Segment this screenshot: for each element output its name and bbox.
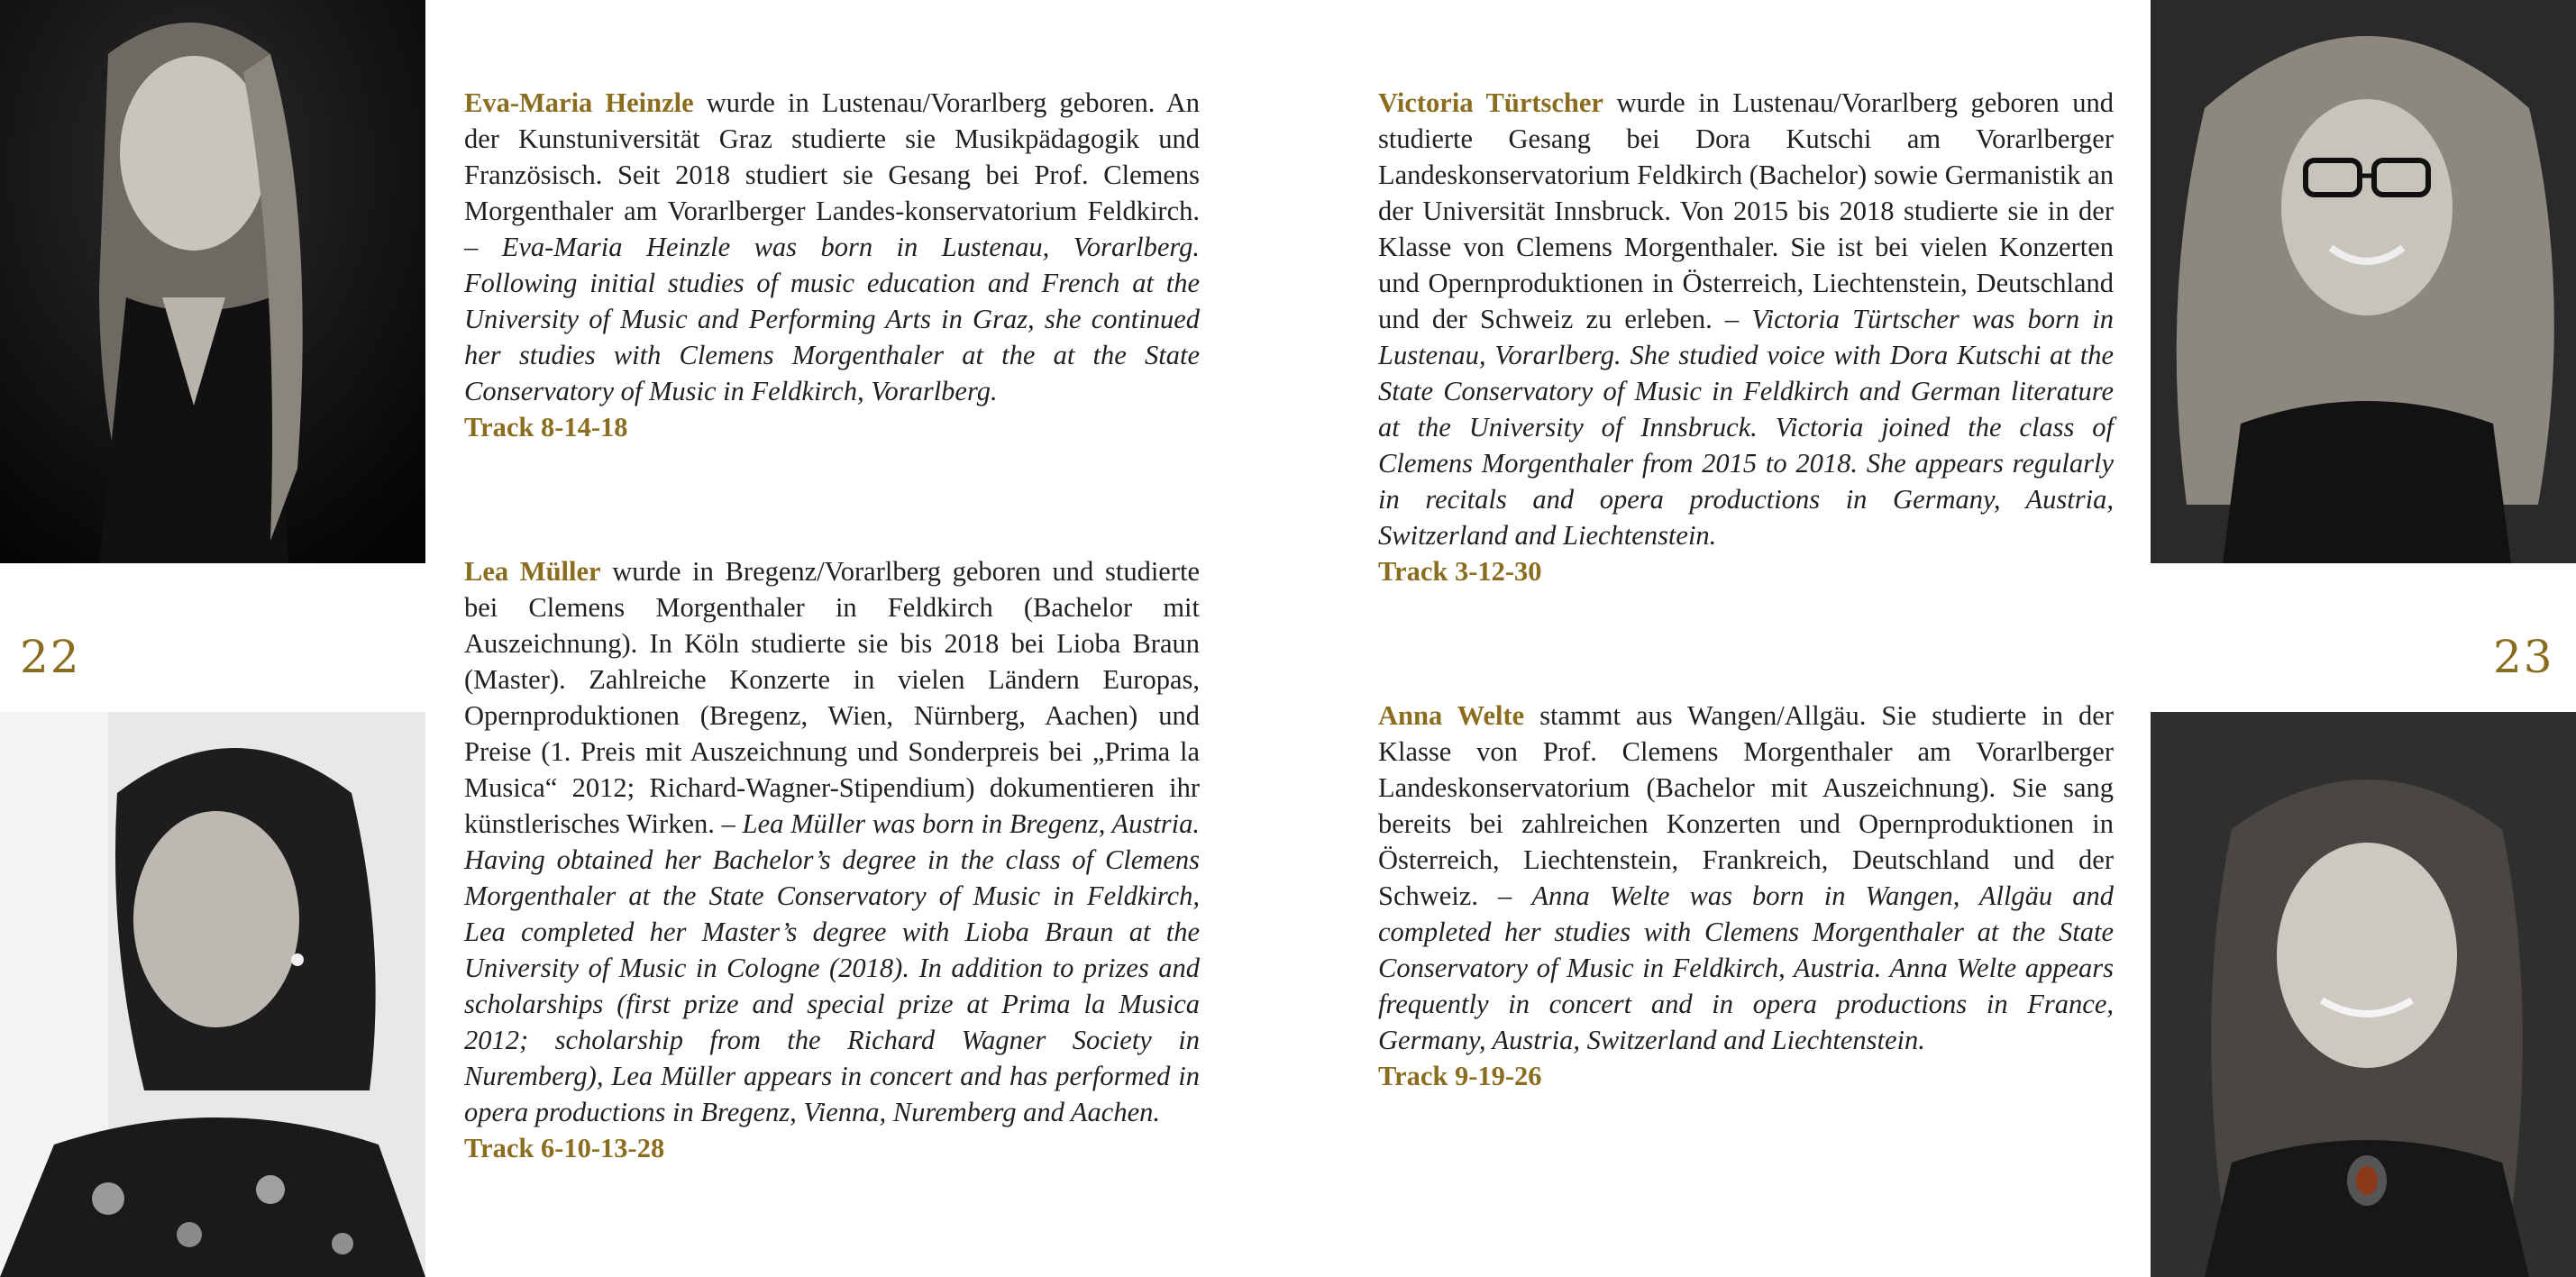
portrait-lea-mueller: [0, 712, 425, 1277]
bio-english-text: Victoria Türtscher was born in Lustenau, Vorarlberg. She studied voice with Dora Kutschi at the State Conservatory of Music in Feldkirch and German literature at the University of Innsbruck. Victoria joined the class of Clemens Morgenthaler from 2015 to 2018. She appears regularly in recitals and opera productions in Germany, Austria, Switzerland and Liechtenstein.: [1378, 304, 2114, 551]
portrait-anna-welte: [2151, 712, 2576, 1277]
bio-german-text: wurde in Lustenau/Vorarlberg geboren und studierte Gesang bei Dora Kutschi am Vorarlberger Landeskonservatorium Feldkirch (Bachelor) sowie Germanistik an der Universität Innsbruck. Von 2015 bis 2018 studierte sie in der Klasse von Clemens Morgenthaler. Sie ist bei vielen Konzerten und Opernproduktionen in Österreich, Liechtenstein, Deutschland und der Schweiz zu erleben. –: [1378, 87, 2115, 334]
portrait-victoria-tuertscher: [2151, 0, 2576, 563]
bio-english-text: Lea Müller was born in Bregenz, Austria. Having obtained her Bachelor’s degree in the class of Clemens Morgenthaler at the State Conservatory of Music in Feldkirch, Lea completed her Master’s degree with Lioba Braun at the University of Music in Cologne (2018). In addition to prizes and scholarships (first prize and special prize at Prima la Musica 2012; scholarship from the Richard Wagner Society in Nuremberg), Lea Müller appears in concert and has performed in opera productions in Bregenz, Vienna, Nuremberg and Aachen.: [464, 808, 1200, 1127]
track-list: Track 8-14-18: [464, 412, 628, 442]
bio-name: Lea Müller: [464, 556, 601, 587]
bio-name: Victoria Türtscher: [1378, 87, 1603, 118]
bio-german-text: wurde in Lustenau/Vorarlberg geboren. An der Kunstuniversität Graz studierte sie Musikpädagogik und Französisch. Seit 2018 studiert sie Gesang bei Prof. Clemens Morgenthaler am Vorarlberger Landes-konservatorium Feldkirch. –: [464, 87, 1200, 262]
bio-name: Eva-Maria Heinzle: [464, 87, 694, 118]
track-list: Track 9-19-26: [1378, 1061, 1542, 1091]
page-number-right: 23: [2493, 631, 2554, 683]
bio-english-text: Anna Welte was born in Wangen, Allgäu and completed her studies with Clemens Morgenthaler at the State Conservatory of Music in Feldkirch, Austria. Anna Welte appears frequently in concert and in opera productions in France, Germany, Austria, Switzerland and Liechtenstein.: [1378, 880, 2114, 1055]
track-list: Track 3-12-30: [1378, 556, 1542, 587]
bio-eva-maria-heinzle: [464, 85, 1200, 445]
bio-victoria-tuertscher: [1378, 85, 2114, 589]
page-number-left: 22: [20, 631, 81, 683]
portrait-eva-maria-heinzle: [0, 0, 425, 563]
bio-german-text: stammt aus Wangen/Allgäu. Sie studierte in der Klasse von Prof. Clemens Morgenthaler am Vorarlberger Landeskonservatorium (Bachelor mit Auszeichnung). Sie sang bereits bei zahlreichen Konzerten und Opernproduktionen in Österreich, Liechtenstein, Frankreich, Deutschland und der Schweiz. –: [1378, 700, 2114, 911]
bio-lea-mueller: [464, 553, 1200, 1166]
track-list: Track 6-10-13-28: [464, 1133, 665, 1163]
bio-name: Anna Welte: [1378, 700, 1525, 731]
bio-anna-welte: [1378, 698, 2114, 1094]
bio-english-text: Eva-Maria Heinzle was born in Lustenau, Vorarlberg. Following initial studies of music education and French at the University of Music and Performing Arts in Graz, she continued her studies with Clemens Morgenthaler at the at the State Conservatory of Music in Feldkirch, Vorarlberg.: [464, 232, 1200, 406]
bio-german-text: wurde in Bregenz/Vorarlberg geboren und studierte bei Clemens Morgenthaler in Feldkirch (Bachelor mit Auszeichnung). In Köln studierte sie bis 2018 bei Lioba Braun (Master). Zahlreiche Konzerte in vielen Ländern Europas, Opernproduktionen (Bregenz, Wien, Nürnberg, Aachen) und Preise (1. Preis mit Auszeichnung und Sonderpreis bei „Prima la Musica“ 2012; Richard-Wagner-Stipendium) dokumentieren ihr künstlerisches Wirken. –: [464, 556, 1200, 839]
